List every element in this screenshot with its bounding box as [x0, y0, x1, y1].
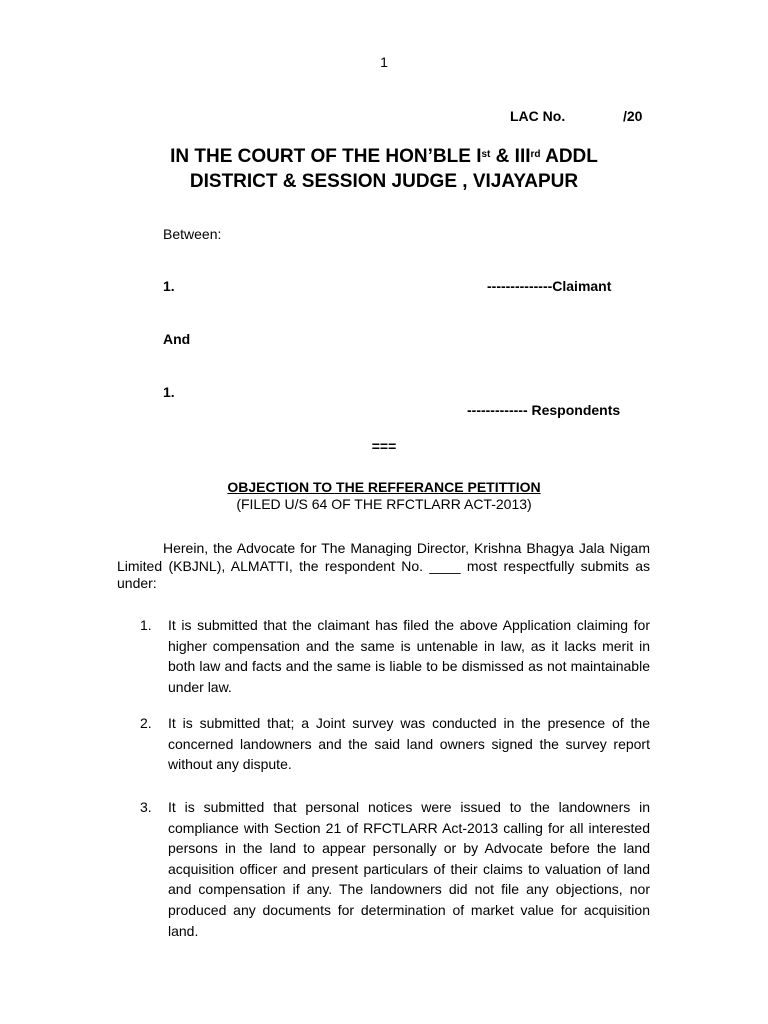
court-title-superscript: st [481, 149, 491, 160]
court-title-line2: DISTRICT & SESSION JUDGE , VIJAYAPUR [189, 171, 579, 192]
lac-label: LAC No. [510, 108, 566, 124]
list-item-number: 1. [140, 617, 152, 633]
and-label: And [163, 331, 191, 347]
list-item-text: It is submitted that personal notices were issued to the landowners in compliance with Section 21 of RFCTLARR Act-2013 calling for all interested persons in the land to appear personally or by Advocate before the land acquisition officer and present particulars of their claims to valuation of land and compensation if any. The landowners did not file any objections, nor produced any documents for determination of market value for acquisition land. [168, 799, 650, 939]
list-item-text: It is submitted that; a Joint survey was conducted in the presence of the concerned landowners and the said land owners signed the survey report without any dispute. [168, 715, 650, 773]
list-item [140, 713, 650, 775]
respondent-number: 1. [163, 384, 175, 400]
objection-title: OBJECTION TO THE REFFERANCE PETITTION [227, 479, 541, 495]
court-title-part: IN THE COURT OF THE HON’BLE I [170, 146, 482, 167]
page-number: 1 [380, 54, 388, 70]
objection-subtitle: (FILED U/S 64 OF THE RFCTLARR ACT-2013) [236, 496, 532, 512]
list-item [140, 797, 650, 941]
list-item-number: 2. [140, 715, 152, 731]
separator: === [371, 438, 397, 454]
list-item-text: It is submitted that the claimant has filed the above Application claiming for higher compensation and the same is untenable in law, as it lacks merit in both law and facts and the same is liable to be dismissed as not maintainable under law. [168, 617, 650, 695]
list-item [140, 615, 650, 697]
between-label: Between: [163, 226, 222, 242]
court-title-line1 [0, 144, 768, 169]
list-item-number: 3. [140, 799, 152, 815]
court-title-superscript: rd [530, 149, 541, 160]
respondents-label: ------------- Respondents [467, 402, 621, 418]
court-title-part: ADDL [540, 146, 598, 167]
lac-year: /20 [623, 108, 643, 124]
claimant-number: 1. [163, 278, 175, 294]
court-title-part: & III [490, 146, 531, 167]
claimant-label: --------------Claimant [487, 278, 612, 294]
lac-number [510, 108, 643, 124]
court-title [0, 144, 768, 194]
intro-paragraph: Herein, the Advocate for The Managing Director, Krishna Bhagya Jala Nigam Limited (KBJNL), ALMATTI, the respondent No. ____ most respectfully submits as under: [117, 540, 650, 591]
